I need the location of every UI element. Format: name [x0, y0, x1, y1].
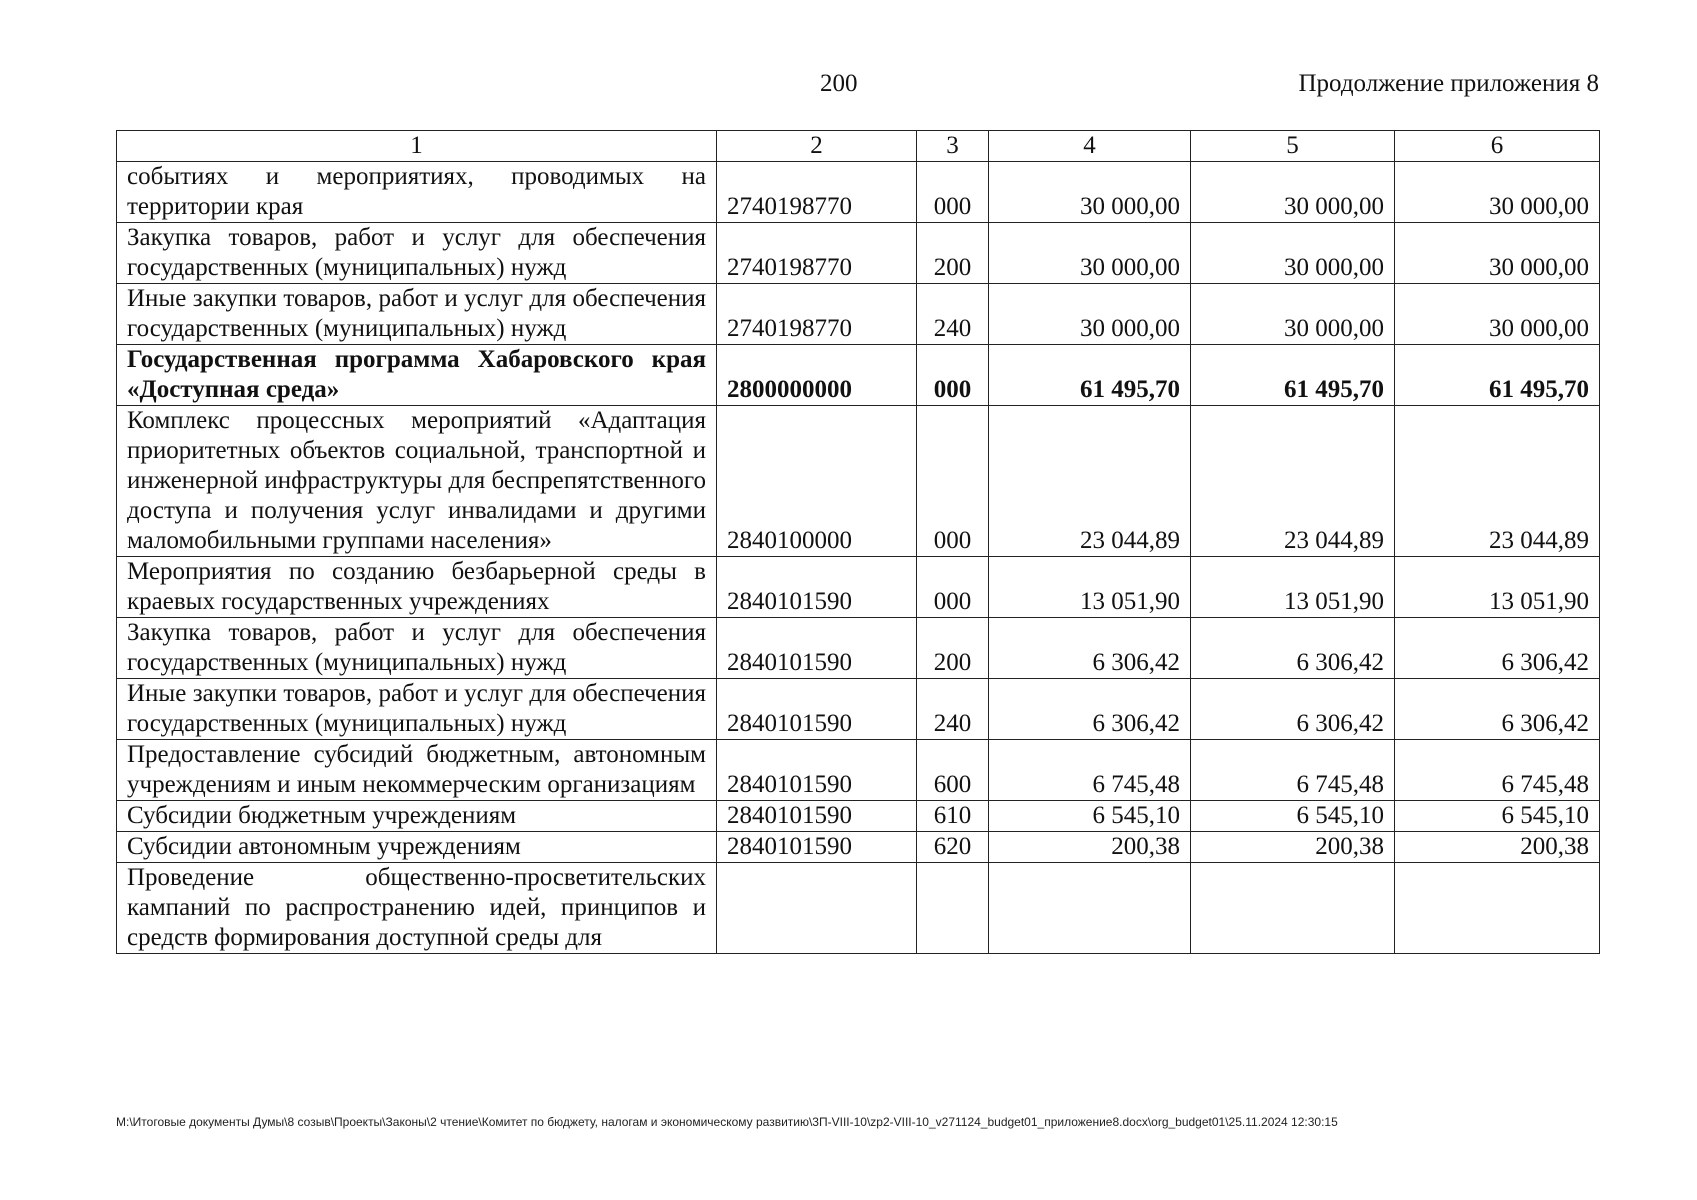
row-value-6-cell: 6 745,48	[1395, 740, 1600, 801]
row-code-cell: 2840101590	[717, 679, 917, 740]
document-file-path: M:\Итоговые документы Думы\8 созыв\Проекты\Законы\2 чтение\Комитет по бюджету, налогам и экономическому развитию\3П-VIII-10\zp2-VIII-10_v271124_budget01_приложение8.docx\org_budget01\25.11.2024 12:30:15	[116, 1115, 1338, 1129]
row-value-4-cell: 6 745,48	[989, 740, 1191, 801]
row-code-cell	[717, 863, 917, 954]
table-row	[117, 801, 1600, 832]
row-type-cell: 200	[917, 223, 989, 284]
row-value-5-cell: 200,38	[1191, 832, 1395, 863]
row-value-4-cell: 13 051,90	[989, 557, 1191, 618]
row-value-5-cell: 61 495,70	[1191, 345, 1395, 406]
row-value-4-cell: 23 044,89	[989, 406, 1191, 557]
row-name-cell: Иные закупки товаров, работ и услуг для обеспечения государственных (муниципальных) нужд	[117, 284, 717, 345]
table-row	[117, 679, 1600, 740]
row-value-6-cell: 23 044,89	[1395, 406, 1600, 557]
row-value-6-cell: 6 306,42	[1395, 679, 1600, 740]
row-value-5-cell: 30 000,00	[1191, 162, 1395, 223]
row-code-cell: 2840101590	[717, 557, 917, 618]
row-code-cell: 2740198770	[717, 284, 917, 345]
row-type-cell: 240	[917, 679, 989, 740]
row-name-cell: событиях и мероприятиях, проводимых на территории края	[117, 162, 717, 223]
column-header-4: 4	[989, 131, 1191, 162]
table-row	[117, 863, 1600, 954]
row-code-cell: 2840100000	[717, 406, 917, 557]
row-type-cell: 240	[917, 284, 989, 345]
column-header-3: 3	[917, 131, 989, 162]
table-row	[117, 345, 1600, 406]
row-value-5-cell: 30 000,00	[1191, 223, 1395, 284]
row-name-cell: Закупка товаров, работ и услуг для обеспечения государственных (муниципальных) нужд	[117, 618, 717, 679]
row-value-6-cell: 30 000,00	[1395, 162, 1600, 223]
row-name-cell: Проведение общественно-просветительских кампаний по распространению идей, принципов и средств формирования доступной среды для	[117, 863, 717, 954]
row-value-4-cell: 6 545,10	[989, 801, 1191, 832]
row-name-cell: Предоставление субсидий бюджетным, автономным учреждениям и иным некоммерческим организациям	[117, 740, 717, 801]
row-value-4-cell: 61 495,70	[989, 345, 1191, 406]
appendix-title: Продолжение приложения 8	[1298, 70, 1599, 97]
row-value-4-cell: 30 000,00	[989, 162, 1191, 223]
row-name-cell: Иные закупки товаров, работ и услуг для обеспечения государственных (муниципальных) нужд	[117, 679, 717, 740]
row-value-5-cell: 23 044,89	[1191, 406, 1395, 557]
row-type-cell: 000	[917, 406, 989, 557]
row-value-4-cell: 30 000,00	[989, 284, 1191, 345]
row-code-cell: 2740198770	[717, 162, 917, 223]
row-type-cell: 000	[917, 345, 989, 406]
table-row	[117, 406, 1600, 557]
table-body	[117, 162, 1600, 954]
table-row	[117, 162, 1600, 223]
row-value-5-cell	[1191, 863, 1395, 954]
row-value-6-cell	[1395, 863, 1600, 954]
row-type-cell: 620	[917, 832, 989, 863]
row-type-cell: 200	[917, 618, 989, 679]
row-value-6-cell: 200,38	[1395, 832, 1600, 863]
row-type-cell: 610	[917, 801, 989, 832]
row-value-6-cell: 13 051,90	[1395, 557, 1600, 618]
row-value-4-cell: 6 306,42	[989, 679, 1191, 740]
row-type-cell: 000	[917, 557, 989, 618]
column-header-6: 6	[1395, 131, 1600, 162]
row-value-6-cell: 61 495,70	[1395, 345, 1600, 406]
row-value-4-cell	[989, 863, 1191, 954]
table-row	[117, 618, 1600, 679]
table-row	[117, 284, 1600, 345]
row-value-4-cell: 30 000,00	[989, 223, 1191, 284]
column-header-5: 5	[1191, 131, 1395, 162]
row-code-cell: 2840101590	[717, 801, 917, 832]
row-name-cell: Субсидии автономным учреждениям	[117, 832, 717, 863]
row-code-cell: 2740198770	[717, 223, 917, 284]
row-name-cell: Комплекс процессных мероприятий «Адаптация приоритетных объектов социальной, транспортной и инженерной инфраструктуры для беспрепятственного доступа и получения услуг инвалидами и другими маломобильными группами населения»	[117, 406, 717, 557]
page-number: 200	[820, 70, 858, 97]
row-value-5-cell: 6 545,10	[1191, 801, 1395, 832]
row-type-cell: 600	[917, 740, 989, 801]
table-row	[117, 557, 1600, 618]
row-code-cell: 2840101590	[717, 740, 917, 801]
row-value-5-cell: 6 306,42	[1191, 618, 1395, 679]
row-value-4-cell: 200,38	[989, 832, 1191, 863]
row-value-6-cell: 30 000,00	[1395, 284, 1600, 345]
table-row	[117, 223, 1600, 284]
row-value-5-cell: 30 000,00	[1191, 284, 1395, 345]
table-row	[117, 832, 1600, 863]
row-code-cell: 2840101590	[717, 832, 917, 863]
row-value-5-cell: 6 306,42	[1191, 679, 1395, 740]
row-code-cell: 2840101590	[717, 618, 917, 679]
row-name-cell: Закупка товаров, работ и услуг для обеспечения государственных (муниципальных) нужд	[117, 223, 717, 284]
row-name-cell: Мероприятия по созданию безбарьерной среды в краевых государственных учреждениях	[117, 557, 717, 618]
row-name-cell: Субсидии бюджетным учреждениям	[117, 801, 717, 832]
row-value-4-cell: 6 306,42	[989, 618, 1191, 679]
column-number-row	[117, 131, 1600, 162]
row-type-cell: 000	[917, 162, 989, 223]
row-name-cell: Государственная программа Хабаровского края «Доступная среда»	[117, 345, 717, 406]
table-row	[117, 740, 1600, 801]
row-value-6-cell: 30 000,00	[1395, 223, 1600, 284]
row-value-6-cell: 6 545,10	[1395, 801, 1600, 832]
row-code-cell: 2800000000	[717, 345, 917, 406]
column-header-2: 2	[717, 131, 917, 162]
row-value-5-cell: 13 051,90	[1191, 557, 1395, 618]
row-value-6-cell: 6 306,42	[1395, 618, 1600, 679]
row-type-cell	[917, 863, 989, 954]
column-header-1: 1	[117, 131, 717, 162]
budget-table	[116, 130, 1600, 954]
row-value-5-cell: 6 745,48	[1191, 740, 1395, 801]
